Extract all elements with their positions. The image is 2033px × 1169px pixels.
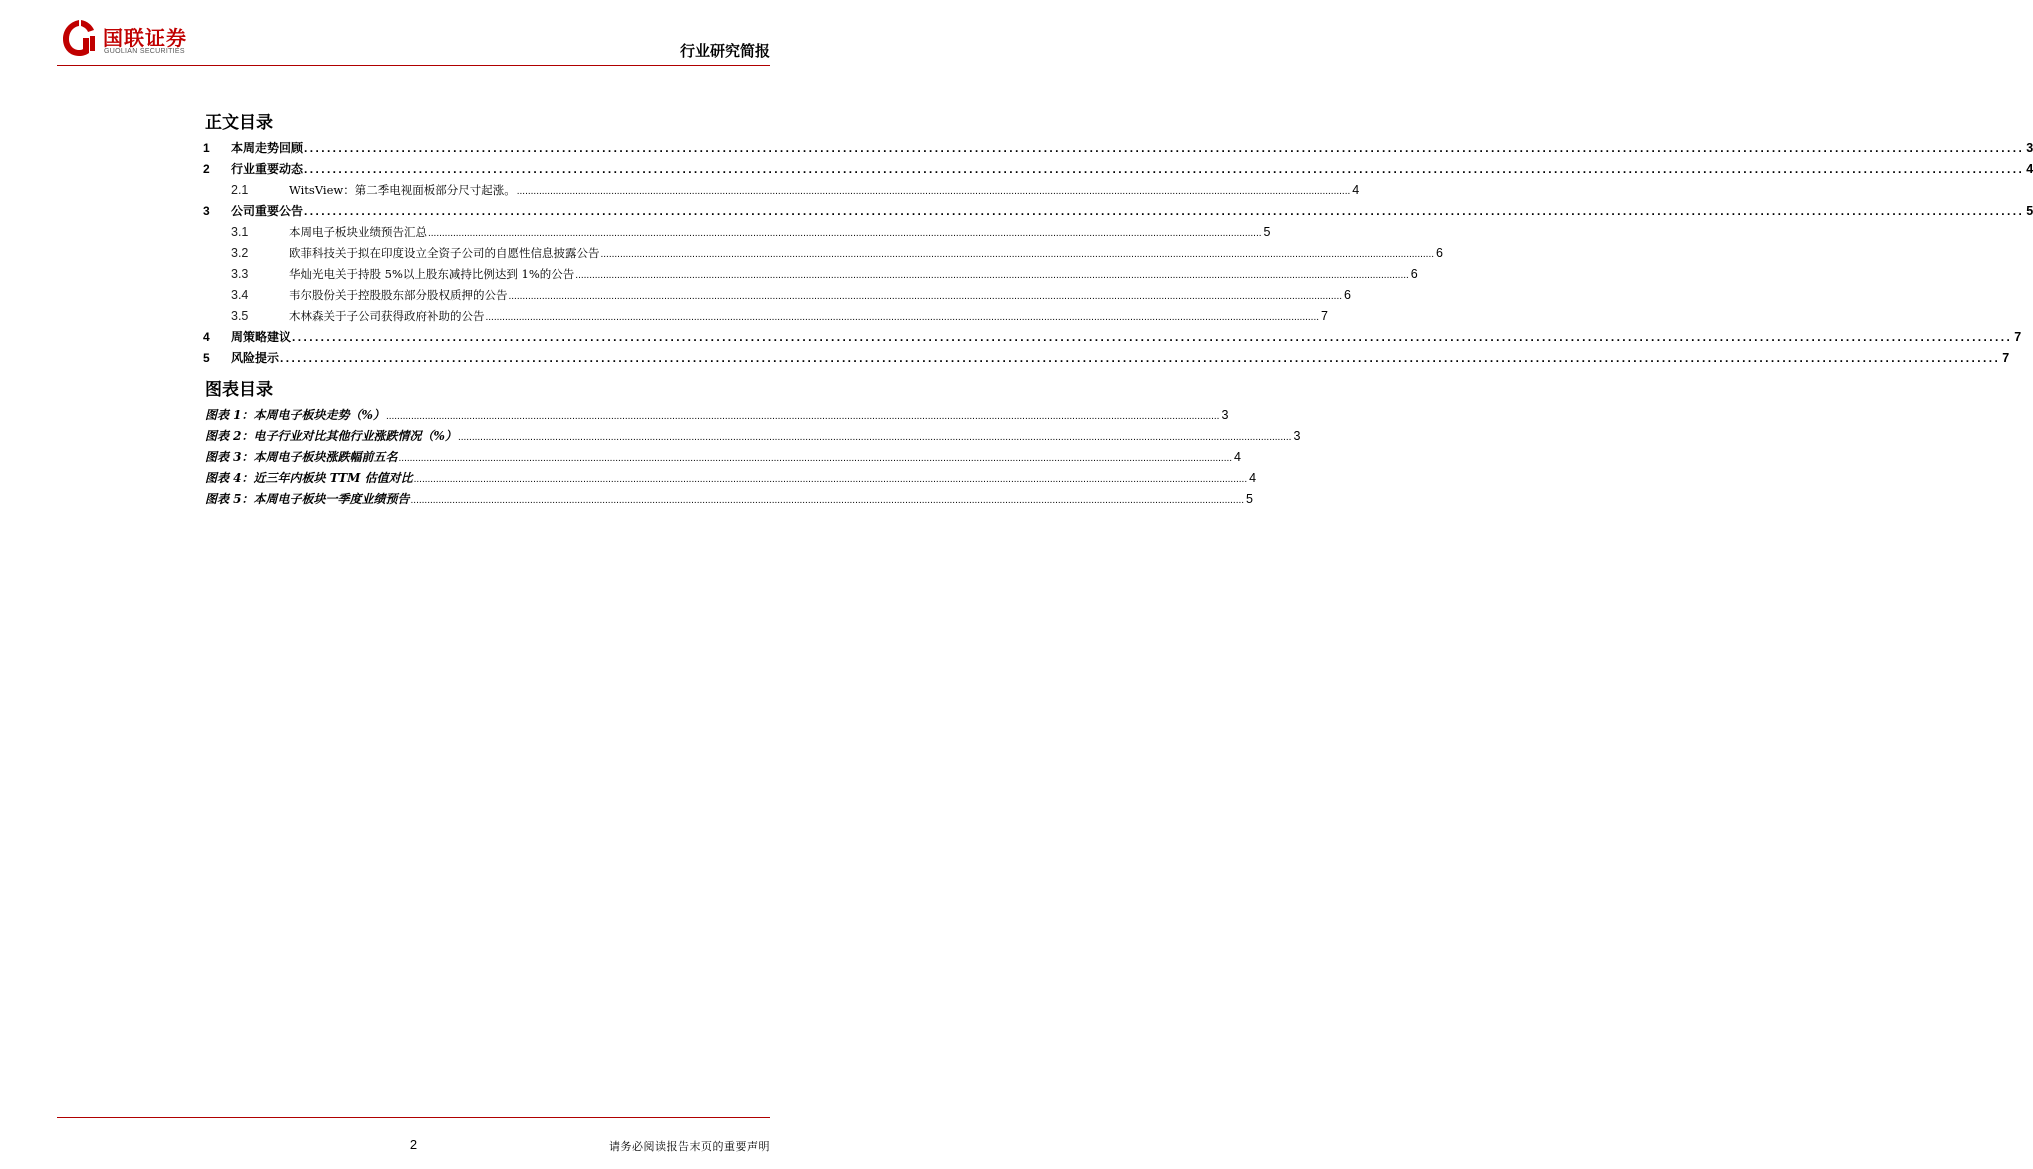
toc-entry-number: 1 — [203, 141, 210, 155]
toc-entry-title: 行业重要动态 — [231, 162, 304, 176]
toc-entry[interactable] — [231, 243, 1443, 264]
toc-dot-leader: ............................................................................................................................................................................................................................................................................................................ — [304, 141, 2025, 155]
toc-entry-page: 7 — [2014, 330, 2022, 344]
toc-entry-number: 3.4 — [231, 288, 249, 302]
toc-entry-number: 5 — [203, 351, 210, 365]
header-divider — [57, 65, 770, 66]
toc-entry-page: 4 — [2026, 162, 2033, 176]
figure-entry-page: 3 — [1293, 429, 1301, 443]
toc-dot-leader: ............................................................................................................................................................................................................................................................................................................ — [428, 228, 1262, 239]
toc-entry-number: 3.1 — [231, 225, 249, 239]
toc-entry[interactable] — [203, 138, 2033, 159]
toc-entry-number: 3.5 — [231, 309, 249, 323]
toc-dot-leader: ............................................................................................................................................................................................................................................................................................................ — [575, 270, 1409, 281]
toc-entry-title: 韦尔股份关于控股股东部分股权质押的公告 — [289, 288, 508, 302]
toc-entry-number: 3.3 — [231, 267, 249, 281]
figure-entry-title: 图表 1：本周电子板块走势（%） — [205, 408, 385, 422]
toc-entry-page: 3 — [2026, 141, 2033, 155]
document-body — [203, 108, 2033, 510]
page-header — [57, 16, 770, 64]
toc-entry-title: 周策略建议 — [231, 330, 292, 344]
figure-entry[interactable] — [205, 468, 1257, 489]
page-number: 2 — [409, 1137, 418, 1152]
toc-entry-number: 2 — [203, 162, 210, 176]
toc-entry-title: 木林森关于子公司获得政府补助的公告 — [289, 309, 485, 323]
toc-entry-page: 7 — [1321, 309, 1328, 323]
footer-disclaimer: 请务必阅读报告末页的重要声明 — [609, 1140, 770, 1153]
figure-entry-title: 图表 3：本周电子板块涨跌幅前五名 — [205, 450, 398, 464]
figure-dot-leader: ............................................................................................................................................................................................................................................................................................................ — [385, 411, 1220, 422]
toc-dot-leader: ............................................................................................................................................................................................................................................................................................................ — [508, 291, 1342, 302]
toc-entry-title: 本周走势回顾 — [231, 141, 304, 155]
toc-entry-page: 6 — [1344, 288, 1351, 302]
figure-entry-page: 5 — [1246, 492, 1253, 506]
toc-entry-title: 华灿光电关于持股 5%以上股东减持比例达到 1%的公告 — [289, 267, 575, 281]
footer-divider — [57, 1117, 770, 1118]
toc-entry[interactable] — [203, 327, 2022, 348]
toc-entry-title: 本周电子板块业绩预告汇总 — [289, 225, 427, 239]
figure-entry[interactable] — [205, 405, 1229, 426]
toc-entry-number: 3.2 — [231, 246, 249, 260]
figure-dot-leader: ............................................................................................................................................................................................................................................................................................................ — [410, 495, 1245, 506]
toc-title: 正文目录 — [205, 113, 273, 133]
figure-entry-page: 4 — [1234, 450, 1241, 464]
figure-entry[interactable] — [205, 447, 1241, 468]
logo-chinese-name: 国联证券 — [103, 26, 187, 50]
toc-dot-leader: ............................................................................................................................................................................................................................................................................................................ — [280, 351, 2001, 365]
figures-title: 图表目录 — [205, 380, 273, 400]
guolian-logo-icon — [61, 18, 97, 58]
figure-dot-leader: ............................................................................................................................................................................................................................................................................................................ — [398, 453, 1233, 464]
toc-entry-number: 4 — [203, 330, 210, 344]
toc-entry-page: 7 — [2002, 351, 2010, 365]
toc-entry-title: 公司重要公告 — [231, 204, 304, 218]
figure-entry[interactable] — [205, 489, 1253, 510]
toc-entry-page: 6 — [1410, 267, 1418, 281]
toc-dot-leader: ............................................................................................................................................................................................................................................................................................................ — [292, 330, 2013, 344]
toc-entry[interactable] — [231, 285, 1351, 306]
toc-entry-page: 5 — [1263, 225, 1271, 239]
toc-dot-leader: ............................................................................................................................................................................................................................................................................................................ — [600, 249, 1434, 260]
figure-dot-leader: ............................................................................................................................................................................................................................................................................................................ — [457, 432, 1292, 443]
toc-entry-number: 2.1 — [231, 183, 249, 197]
toc-entry-page: 6 — [1436, 246, 1443, 260]
toc-dot-leader: ............................................................................................................................................................................................................................................................................................................ — [304, 162, 2025, 176]
figure-entry-page: 3 — [1221, 408, 1229, 422]
toc-entry[interactable] — [203, 159, 2033, 180]
report-type-label: 行业研究简报 — [679, 42, 770, 60]
toc-list — [203, 138, 2033, 369]
toc-entry-page: 5 — [2026, 204, 2033, 218]
toc-entry[interactable] — [231, 222, 1271, 243]
toc-dot-leader: ............................................................................................................................................................................................................................................................................................................ — [485, 312, 1319, 323]
toc-entry[interactable] — [203, 201, 2033, 222]
figure-entry-title: 图表 2：电子行业对比其他行业涨跌情况（%） — [205, 429, 457, 443]
figures-list — [205, 405, 1301, 510]
toc-dot-leader: ............................................................................................................................................................................................................................................................................................................ — [516, 186, 1351, 197]
toc-entry[interactable] — [231, 180, 1360, 201]
toc-entry-number: 3 — [203, 204, 210, 218]
figure-entry-page: 4 — [1249, 471, 1257, 485]
toc-entry-title: 欧菲科技关于拟在印度设立全资子公司的自愿性信息披露公告 — [289, 246, 600, 260]
figure-entry-title: 图表 4：近三年内板块 TTM 估值对比 — [205, 471, 413, 485]
toc-entry-title: 风险提示 — [231, 351, 280, 365]
toc-entry-title: WitsView：第二季电视面板部分尺寸起涨。 — [289, 183, 516, 197]
toc-entry[interactable] — [231, 264, 1418, 285]
company-logo — [61, 18, 221, 62]
toc-dot-leader: ............................................................................................................................................................................................................................................................................................................ — [304, 204, 2025, 218]
logo-english-name: GUOLIAN SECURITIES — [104, 48, 185, 55]
figure-dot-leader: ............................................................................................................................................................................................................................................................................................................ — [413, 474, 1248, 485]
figure-entry-title: 图表 5：本周电子板块一季度业绩预告 — [205, 492, 410, 506]
toc-entry-page: 4 — [1352, 183, 1360, 197]
toc-entry[interactable] — [203, 348, 2010, 369]
figure-entry[interactable] — [205, 426, 1301, 447]
toc-entry[interactable] — [231, 306, 1328, 327]
